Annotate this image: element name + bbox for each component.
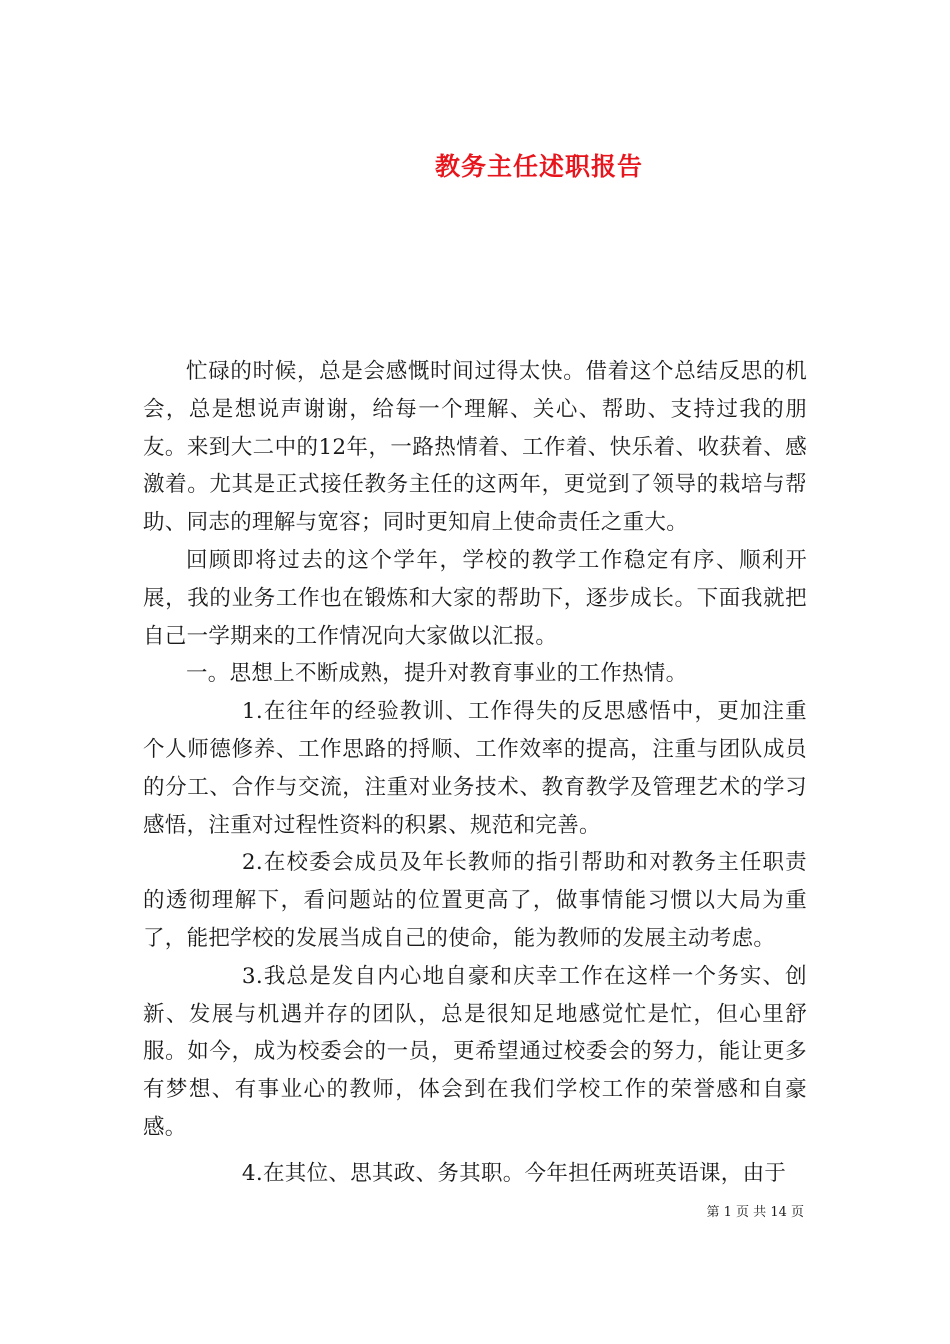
paragraph-item-1: 1.在往年的经验教训、工作得失的反思感悟中，更加注重个人师德修养、工作思路的捋顺、工作效率的提高，注重与团队成员的分工、合作与交流，注重对业务技术、教育教学及管理艺术的学习感悟，注重对过程性资料的积累、规范和完善。 [143, 699, 807, 838]
paragraph-item-3: 3.我总是发自内心地自豪和庆幸工作在这样一个务实、创新、发展与机遇并存的团队，总是很知足地感觉忙是忙，但心里舒服。如今，成为校委会的一员，更希望通过校委会的努力，能让更多有梦想、有事业心的教师，体会到在我们学校工作的荣誉感和自豪感。 [143, 963, 807, 1140]
paragraph-spacer [143, 1147, 807, 1155]
document-body [143, 353, 807, 1193]
document-title: 教务主任述职报告 [434, 151, 643, 181]
paragraph-item-4: 4.在其位、思其政、务其职。今年担任两班英语课，由于 [241, 1160, 787, 1186]
page-number: 第 1 页 共 14 页 [706, 1205, 804, 1220]
paragraph-intro: 忙碌的时候，总是会感慨时间过得太快。借着这个总结反思的机会，总是想说声谢谢，给每一个理解、关心、帮助、支持过我的朋友。来到大二中的12年，一路热情着、工作着、快乐着、收获着、感激着。尤其是正式接任教务主任的这两年，更觉到了领导的栽培与帮助、同志的理解与宽容；同时更知肩上使命责任之重大。 [143, 359, 807, 536]
paragraph-item-2: 2.在校委会成员及年长教师的指引帮助和对教务主任职责的透彻理解下，看问题站的位置更高了，做事情能习惯以大局为重了，能把学校的发展当成自己的使命，能为教师的发展主动考虑。 [143, 850, 807, 951]
paragraph-review: 回顾即将过去的这个学年，学校的教学工作稳定有序、顺利开展，我的业务工作也在锻炼和大家的帮助下，逐步成长。下面我就把自己一学期来的工作情况向大家做以汇报。 [143, 547, 807, 649]
section-heading-1: 一。思想上不断成熟，提升对教育事业的工作热情。 [186, 661, 688, 687]
